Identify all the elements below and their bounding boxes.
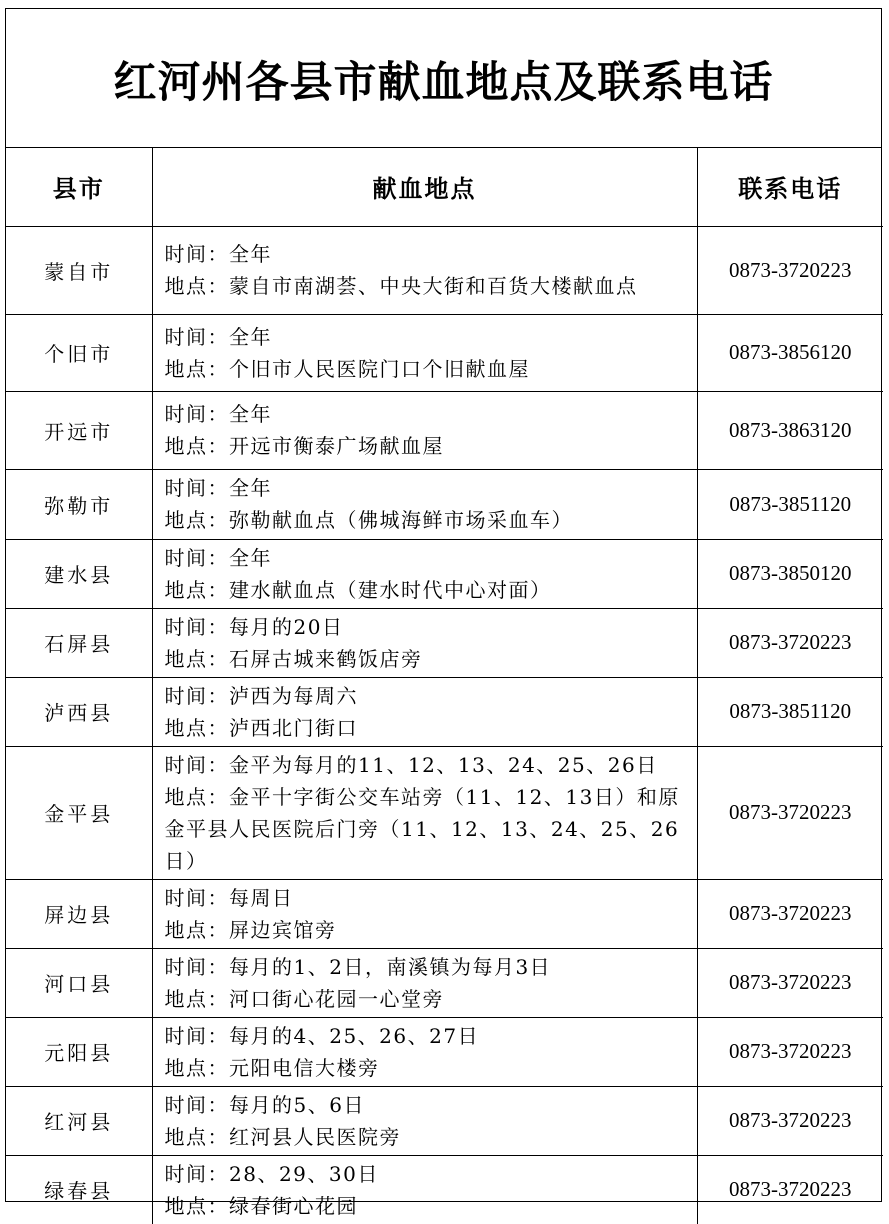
county-cell: 弥勒市 [6,469,152,539]
location-cell [152,226,697,314]
table-row [6,746,883,879]
time-text: 时间：每月的5、6日 [164,1092,365,1117]
table-row [6,948,883,1017]
time-text: 时间：每月的1、2日，南溪镇为每月3日 [164,954,552,979]
place-text: 地点：河口街心花园一心堂旁 [164,986,444,1011]
table-row [6,314,883,391]
location-cell [152,1155,697,1224]
county-cell: 元阳县 [6,1017,152,1086]
table-row [6,608,883,677]
place-text: 地点：开远市衡泰广场献血屋 [164,434,444,458]
location-cell [152,469,697,539]
location-cell [152,677,697,746]
header-phone: 联系电话 [697,148,883,226]
table-row [6,469,883,539]
phone-cell: 0873-3720223 [697,1086,883,1155]
place-text: 地点：红河县人民医院旁 [164,1124,401,1149]
location-cell [152,746,697,879]
time-text: 时间：每月的4、25、26、27日 [164,1023,480,1048]
blood-donation-table [6,148,883,1224]
phone-cell: 0873-3720223 [697,879,883,948]
location-cell [152,608,697,677]
location-cell [152,539,697,608]
table-row [6,391,883,469]
time-text: 时间：泸西为每周六 [164,683,358,708]
phone-cell: 0873-3851120 [697,469,883,539]
place-text: 地点：石屏古城来鹤饭店旁 [164,646,423,671]
phone-cell: 0873-3720223 [697,746,883,879]
time-text: 时间：每周日 [164,885,294,910]
header-county: 县市 [6,148,152,226]
location-cell [152,1086,697,1155]
time-text: 时间：每月的20日 [164,614,344,639]
table-header-row [6,148,883,226]
time-text: 时间：28、29、30日 [164,1161,379,1186]
county-cell: 屏边县 [6,879,152,948]
page-title: 红河州各县市献血地点及联系电话 [113,57,774,108]
county-cell: 绿春县 [6,1155,152,1224]
phone-cell: 0873-3850120 [697,539,883,608]
location-cell [152,1017,697,1086]
table-row [6,1017,883,1086]
table-row [6,1155,883,1224]
place-text: 地点：建水献血点（建水时代中心对面） [164,577,552,602]
place-text: 地点：元阳电信大楼旁 [164,1055,380,1080]
county-cell: 建水县 [6,539,152,608]
table-row [6,1086,883,1155]
location-cell [152,948,697,1017]
header-location: 献血地点 [152,148,697,226]
time-text: 时间：全年 [164,324,272,349]
time-text: 时间：全年 [164,242,272,266]
place-text: 地点：弥勒献血点（佛城海鲜市场采血车） [164,508,573,532]
phone-cell: 0873-3856120 [697,314,883,391]
phone-cell: 0873-3720223 [697,948,883,1017]
place-text: 地点：泸西北门街口 [164,715,358,740]
table-row [6,539,883,608]
title-box [6,9,881,148]
county-cell: 开远市 [6,391,152,469]
county-cell: 蒙自市 [6,226,152,314]
county-cell: 石屏县 [6,608,152,677]
time-text: 时间：金平为每月的11、12、13、24、25、26日 [164,752,658,777]
table-row [6,879,883,948]
phone-cell: 0873-3851120 [697,677,883,746]
time-text: 时间：全年 [164,402,272,426]
place-text: 地点：屏边宾馆旁 [164,917,337,942]
place-text: 地点：绿春街心花园 [164,1193,358,1218]
location-cell [152,391,697,469]
phone-cell: 0873-3720223 [697,1155,883,1224]
location-cell [152,314,697,391]
document-sheet [5,8,882,1218]
location-cell [152,879,697,948]
county-cell: 红河县 [6,1086,152,1155]
place-text: 地点：个旧市人民医院门口个旧献血屋 [164,356,530,381]
place-text: 地点：金平十字街公交车站旁（11、12、13日）和原金平县人民医院后门旁（11、12、13、24、25、26日） [164,784,680,873]
phone-cell: 0873-3863120 [697,391,883,469]
county-cell: 河口县 [6,948,152,1017]
time-text: 时间：全年 [164,545,272,570]
place-text: 地点：蒙自市南湖荟、中央大街和百货大楼献血点 [164,274,638,298]
county-cell: 泸西县 [6,677,152,746]
table-row [6,226,883,314]
time-text: 时间：全年 [164,476,272,500]
phone-cell: 0873-3720223 [697,1017,883,1086]
phone-cell: 0873-3720223 [697,608,883,677]
phone-cell: 0873-3720223 [697,226,883,314]
county-cell: 个旧市 [6,314,152,391]
county-cell: 金平县 [6,746,152,879]
table-row [6,677,883,746]
